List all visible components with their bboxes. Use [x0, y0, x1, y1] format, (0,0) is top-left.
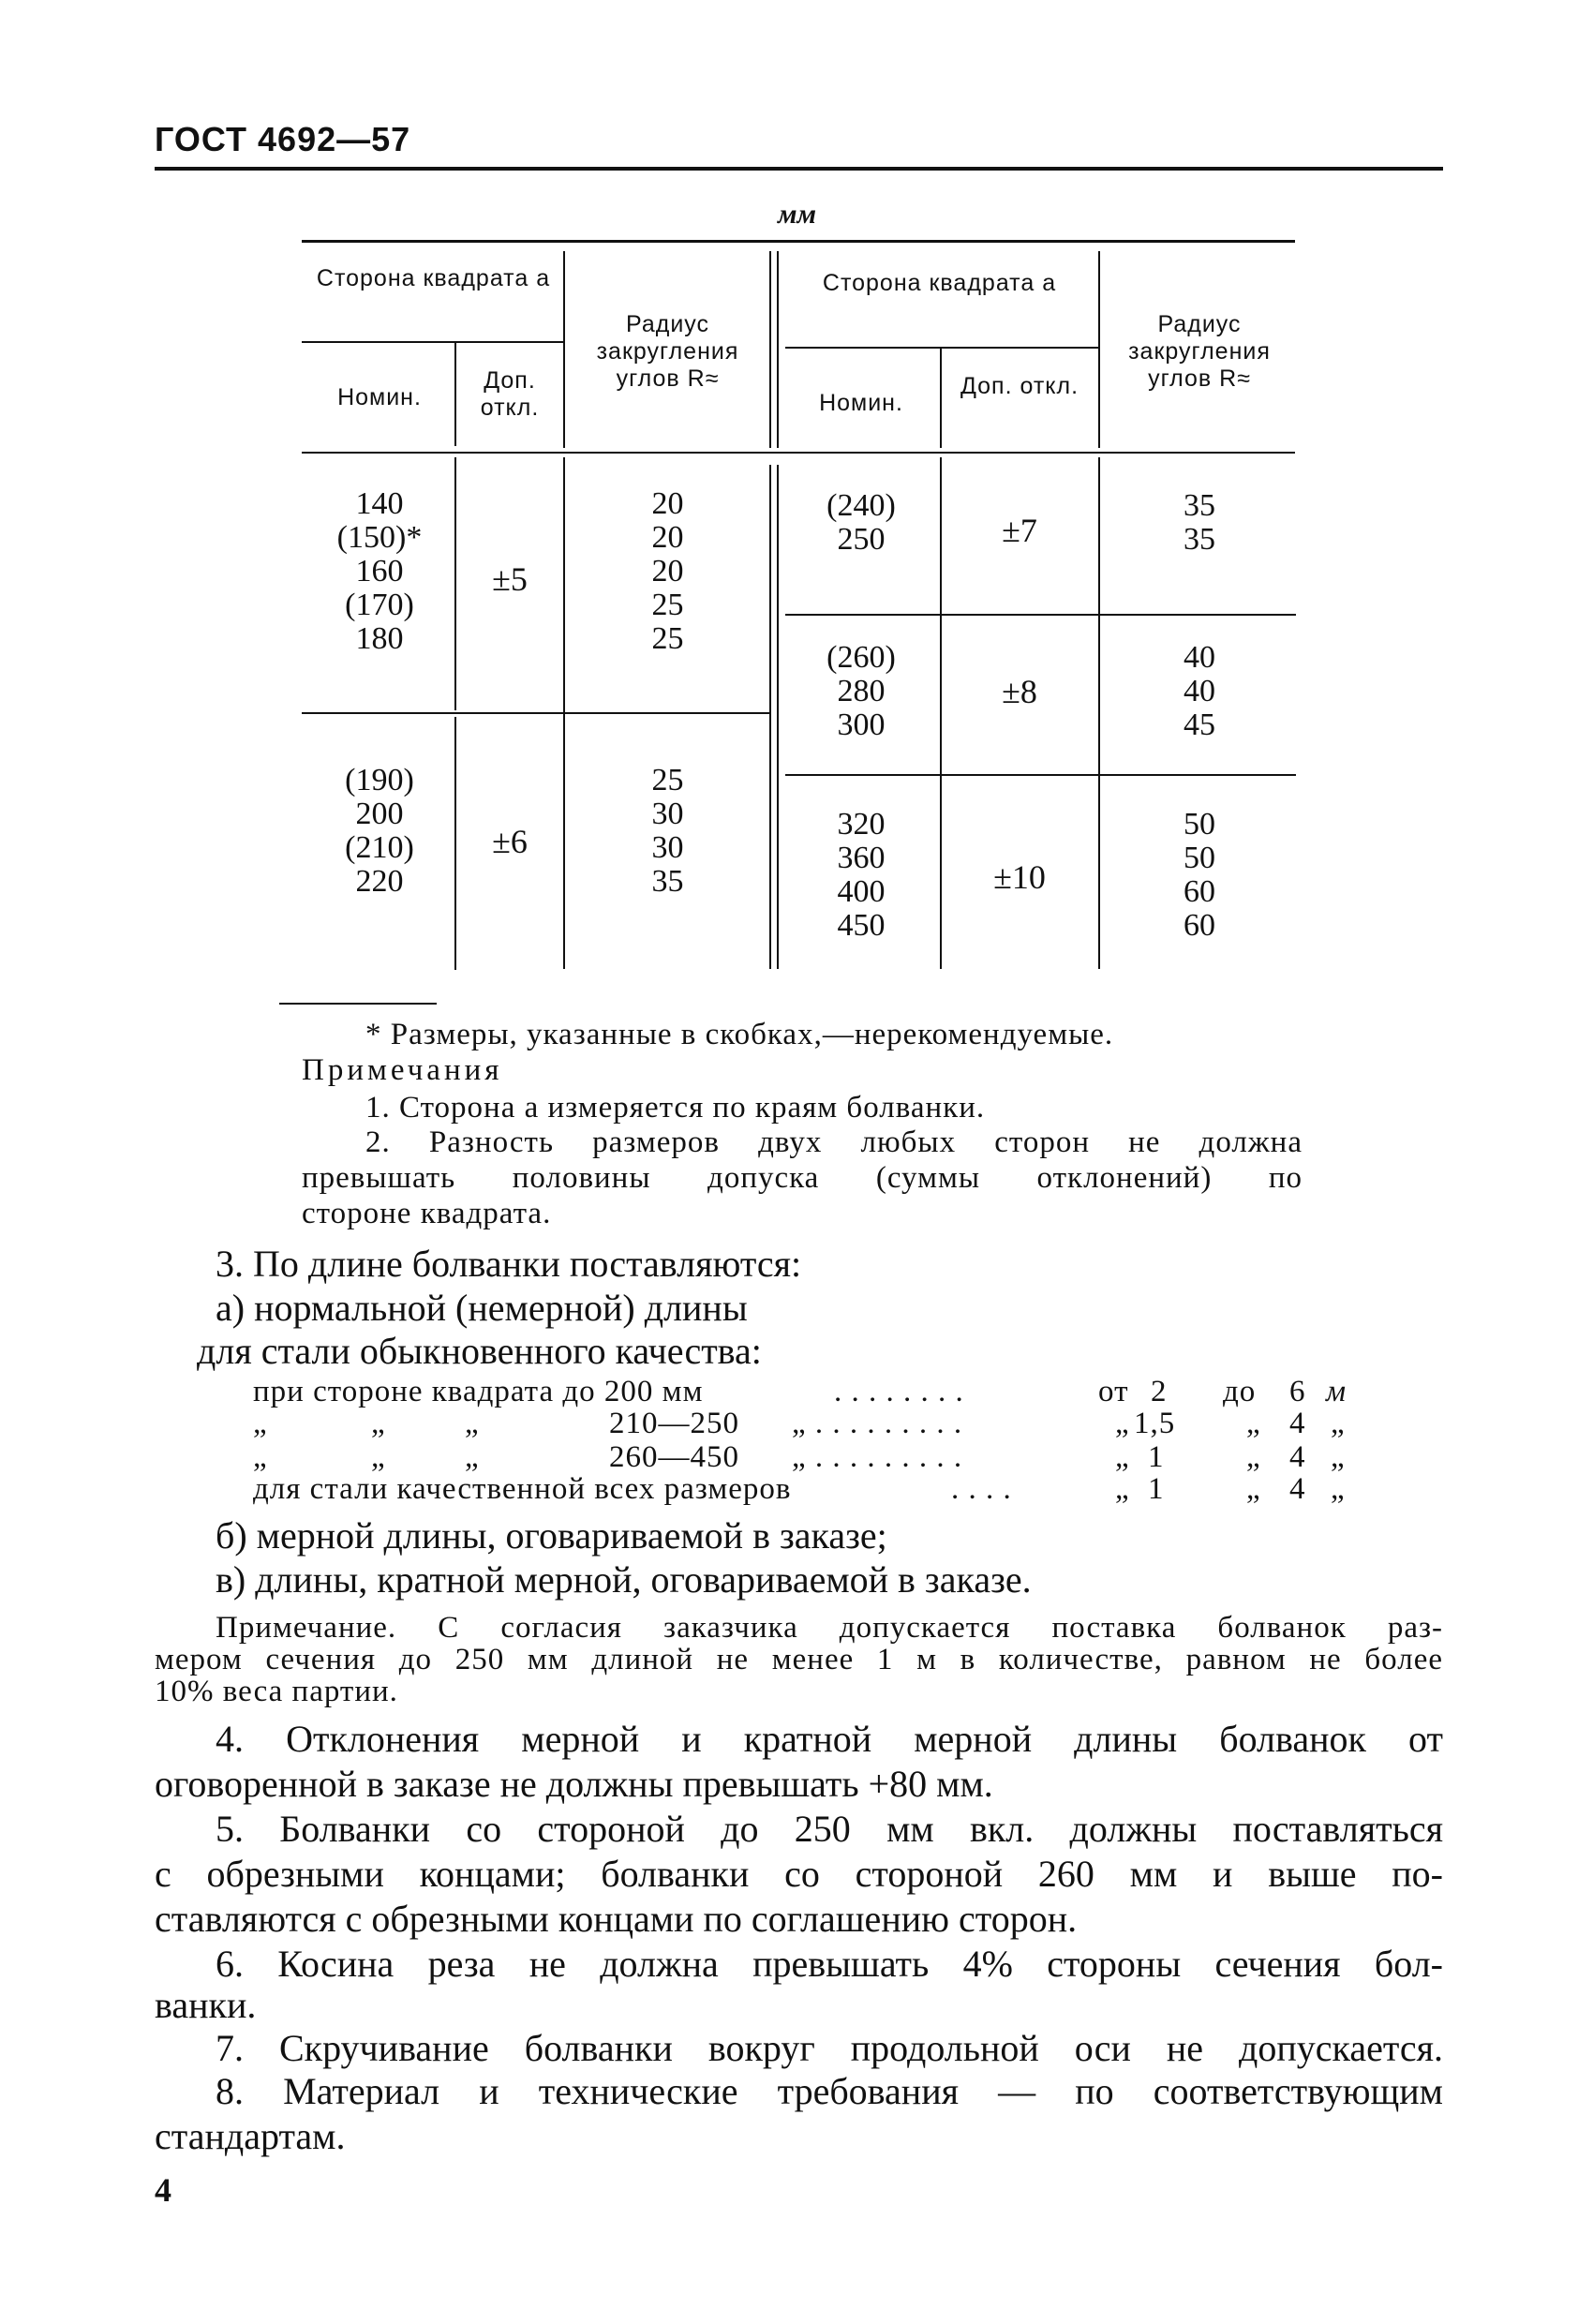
length-row-1-label: при стороне квадрата до 200 мм: [253, 1375, 704, 1408]
table-cell: 200: [355, 797, 404, 831]
length-row-4-unit: „: [1331, 1472, 1346, 1506]
table-cell: (210): [345, 830, 414, 865]
left-vrule-1b: [454, 717, 456, 970]
table-cell: 400: [837, 874, 886, 909]
table-cell: 30: [651, 830, 684, 865]
left-row2-nominal: [309, 764, 450, 899]
length-row-2-from-word: „: [1115, 1407, 1130, 1440]
paragraph-5-line-1: 5. Болванки со стороной до 250 мм вкл. должны поставляться: [216, 1808, 1443, 1850]
right-row2-nominal: [787, 641, 935, 742]
header-rule: [155, 167, 1443, 171]
table-cell: 180: [355, 621, 404, 656]
center-double-rule-d: [777, 465, 779, 969]
length-row-1-dots: . . . . . . . .: [834, 1375, 964, 1408]
left-row1-tolerance: ±5: [492, 560, 528, 598]
center-double-rule-c: [769, 465, 771, 969]
table-cell: 35: [1184, 522, 1215, 557]
length-row-2-label: 210—250: [609, 1407, 739, 1440]
footnote-asterisk: * Размеры, указанные в скобках,—нерекомендуемые.: [365, 1018, 1114, 1051]
center-double-rule-b: [777, 251, 779, 448]
left-row2-radius: [572, 764, 764, 899]
length-row-3-ditto-1: „: [253, 1440, 268, 1474]
table-cell: 50: [1184, 841, 1215, 875]
table-top-rule: [302, 240, 1295, 243]
note-2-line-1: 2. Разность размеров двух любых сторон не должна: [365, 1125, 1303, 1159]
left-side-header: Сторона квадрата a: [316, 265, 551, 291]
table-cell: 450: [837, 908, 886, 943]
left-vrule-2: [563, 457, 565, 969]
note-2-line-2: превышать половины допуска (суммы отклонений) по: [302, 1161, 1303, 1195]
right-subheader-rule: [785, 347, 1099, 349]
left-subheader-rule: [302, 341, 564, 343]
length-row-1-to-word: до: [1223, 1375, 1257, 1408]
table-cell: 40: [1184, 640, 1215, 675]
left-header-vrule: [454, 343, 456, 446]
center-double-rule-a: [769, 251, 771, 448]
left-header-vrule-2: [563, 251, 565, 448]
note-1: 1. Сторона a измеряется по краям болванки.: [365, 1091, 986, 1125]
right-row3-tolerance: ±10: [993, 858, 1046, 896]
length-row-4-dots: . . . .: [951, 1472, 1012, 1506]
length-row-1-from-word: от: [1098, 1375, 1129, 1408]
length-row-3-label: 260—450: [609, 1440, 739, 1474]
table-cell: 20: [651, 520, 684, 555]
paragraph-8-line-2: стандартам.: [155, 2115, 346, 2157]
section-3-note-line-1: Примечание. С согласия заказчика допускается поставка болванок раз-: [216, 1611, 1443, 1645]
left-radius-header: Радиус закругления углов R≈: [596, 311, 739, 392]
paragraph-5-line-3: ставляются с обрезными концами по соглашению сторон.: [155, 1898, 1078, 1940]
length-row-2-ditto-2: „: [371, 1407, 386, 1440]
left-nom-header: Номин.: [337, 384, 422, 410]
section-3-note-line-2: мером сечения до 250 мм длиной не менее 1 м в количестве, равном не более: [155, 1643, 1443, 1676]
paragraph-6-line-2: ванки.: [155, 1984, 257, 2026]
length-row-2-from: 1,5: [1134, 1407, 1176, 1440]
table-unit: мм: [778, 199, 817, 230]
table-cell: 320: [837, 807, 886, 842]
table-cell: 20: [651, 486, 684, 521]
table-cell: (260): [826, 640, 896, 675]
left-row1-radius: [572, 487, 764, 656]
length-row-2-unit: „: [1331, 1407, 1346, 1440]
table-cell: 30: [651, 797, 684, 831]
left-group-divider: [302, 712, 770, 714]
right-row2-tolerance: ±8: [1002, 673, 1037, 710]
page-number: 4: [155, 2171, 171, 2209]
right-row3-radius: [1106, 808, 1293, 943]
right-header-vrule-2: [1098, 251, 1100, 448]
table-cell: 25: [651, 621, 684, 656]
notes-title: Примечания: [302, 1053, 503, 1087]
length-row-3-from-word: „: [1115, 1440, 1130, 1474]
table-cell: 40: [1184, 674, 1215, 708]
left-row1-nominal: [309, 487, 450, 656]
table-cell: (170): [345, 588, 414, 622]
paragraph-5-line-2: с обрезными концами; болванки со стороной 260 мм и выше по-: [155, 1853, 1443, 1895]
right-row1-nominal: [787, 489, 935, 557]
right-header-vrule: [940, 349, 942, 448]
table-cell: (150)*: [336, 520, 423, 555]
length-row-3-dots: „ . . . . . . . . .: [792, 1440, 963, 1474]
paragraph-8-line-1: 8. Материал и технические требования — по соответствующим: [216, 2070, 1443, 2112]
right-radius-header: Радиус закругления углов R≈: [1128, 311, 1271, 392]
length-row-1-to: 6: [1289, 1375, 1306, 1408]
note-2-line-3: стороне квадрата.: [302, 1197, 552, 1230]
table-cell: 300: [837, 708, 886, 742]
paragraph-7: 7. Скручивание болванки вокруг продольной оси не допускается.: [216, 2027, 1443, 2069]
length-row-3-ditto-2: „: [371, 1440, 386, 1474]
table-cell: 160: [355, 554, 404, 588]
length-row-1-unit: м: [1326, 1375, 1347, 1408]
right-row1-radius: [1106, 489, 1293, 557]
section-3-item-c: в) длины, кратной мерной, оговариваемой в заказе.: [216, 1558, 1032, 1601]
section-3-item-b: б) мерной длины, оговариваемой в заказе;: [216, 1514, 887, 1557]
table-cell: (190): [345, 763, 414, 797]
table-cell: 50: [1184, 807, 1215, 842]
table-cell: 280: [837, 674, 886, 708]
table-cell: 60: [1184, 908, 1215, 943]
left-tol-header: Доп. откл.: [480, 367, 540, 421]
length-row-4-from: 1: [1148, 1472, 1165, 1506]
table-cell: 25: [651, 763, 684, 797]
length-row-3-unit: „: [1331, 1440, 1346, 1474]
right-side-header: Сторона квадрата a: [822, 270, 1057, 296]
right-group-divider-1: [785, 614, 1296, 616]
table-header-rule: [302, 452, 1295, 454]
section-3-title: 3. По длине болванки поставляются:: [216, 1243, 802, 1285]
paragraph-4-line-1: 4. Отклонения мерной и кратной мерной длины болванок от: [216, 1718, 1443, 1760]
section-3-ordinary: для стали обыкновенного качества:: [197, 1330, 762, 1372]
length-row-2-to: 4: [1289, 1407, 1306, 1440]
table-cell: 140: [355, 486, 404, 521]
right-tol-header: Доп. откл.: [960, 373, 1079, 399]
table-cell: 35: [651, 864, 684, 899]
table-cell: 220: [355, 864, 404, 899]
length-row-3-from: 1: [1148, 1440, 1165, 1474]
length-row-4-to: 4: [1289, 1472, 1306, 1506]
length-row-3-to-word: „: [1246, 1440, 1261, 1474]
length-row-3-to: 4: [1289, 1440, 1306, 1474]
section-3-item-a: а) нормальной (немерной) длины: [216, 1287, 748, 1329]
table-cell: 60: [1184, 874, 1215, 909]
table-cell: 360: [837, 841, 886, 875]
length-row-4-from-word: „: [1115, 1472, 1130, 1506]
table-cell: (240): [826, 488, 896, 523]
document-header: ГОСТ 4692—57: [155, 120, 411, 158]
length-row-1-from: 2: [1151, 1375, 1168, 1408]
length-row-2-to-word: „: [1246, 1407, 1261, 1440]
paragraph-4-line-2: оговоренной в заказе не должны превышать +80 мм.: [155, 1763, 993, 1805]
length-row-4-to-word: „: [1246, 1472, 1261, 1506]
table-cell: 25: [651, 588, 684, 622]
length-row-2-ditto-1: „: [253, 1407, 268, 1440]
section-3-note-line-3: 10% веса партии.: [155, 1675, 398, 1708]
length-row-4-label: для стали качественной всех размеров: [253, 1472, 792, 1506]
table-cell: 20: [651, 554, 684, 588]
table-cell: 35: [1184, 488, 1215, 523]
right-vrule-2: [1098, 457, 1100, 969]
length-row-2-ditto-3: „: [465, 1407, 480, 1440]
right-row2-radius: [1106, 641, 1293, 742]
length-row-3-ditto-3: „: [465, 1440, 480, 1474]
right-row1-tolerance: ±7: [1002, 512, 1037, 549]
right-group-divider-2: [785, 774, 1296, 776]
right-row3-nominal: [787, 808, 935, 943]
table-cell: 250: [837, 522, 886, 557]
length-row-2-dots: „ . . . . . . . . .: [792, 1407, 963, 1440]
right-vrule-1: [940, 457, 942, 969]
table-cell: 45: [1184, 708, 1215, 742]
paragraph-6-line-1: 6. Косина реза не должна превышать 4% стороны сечения бол-: [216, 1943, 1443, 1985]
footnote-rule: [279, 1003, 437, 1005]
left-vrule-1a: [454, 457, 456, 710]
right-nom-header: Номин.: [819, 390, 903, 416]
left-row2-tolerance: ±6: [492, 823, 528, 860]
